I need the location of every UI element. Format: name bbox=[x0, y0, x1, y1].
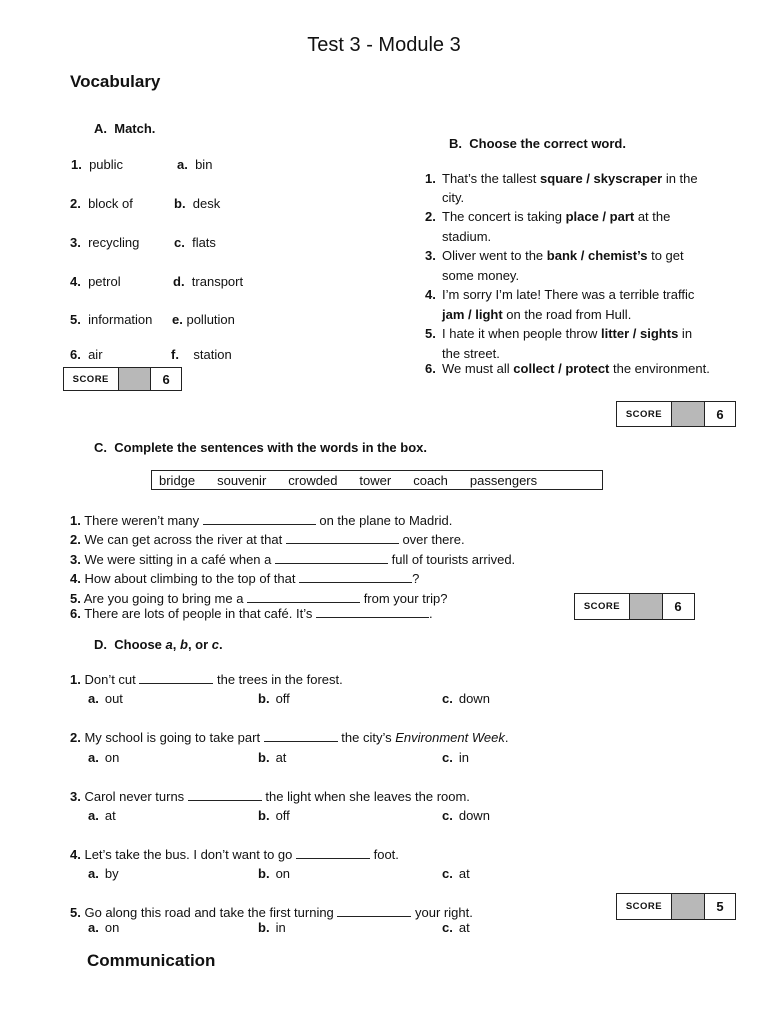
option-b[interactable]: b. on bbox=[258, 866, 291, 881]
section-a-instruction: Match. bbox=[114, 121, 156, 136]
section-a-heading bbox=[94, 121, 155, 136]
word-option[interactable]: chemist’s bbox=[587, 248, 648, 263]
match-right-item: c. flats bbox=[174, 235, 216, 250]
option-c[interactable]: c. in bbox=[442, 750, 469, 765]
answer-blank[interactable] bbox=[139, 672, 213, 684]
sentence-item: 3. We were sitting in a café when a full of tourists arrived. bbox=[70, 552, 516, 567]
question-text: Oliver went to the bank / chemist’s to get bbox=[442, 248, 684, 263]
answer-blank[interactable] bbox=[188, 789, 262, 801]
score-value: 6 bbox=[716, 406, 724, 422]
score-box-b bbox=[616, 401, 736, 427]
option-a[interactable]: a. out bbox=[88, 691, 123, 706]
section-c-label: C. bbox=[94, 440, 107, 455]
match-left-item: 1. public bbox=[71, 157, 124, 172]
section-d-heading: D. Choose a, b, or c. bbox=[94, 637, 223, 652]
word-box-item: bridge bbox=[159, 472, 196, 488]
score-label: SCORE bbox=[617, 402, 672, 426]
match-right-item: a. bin bbox=[177, 157, 213, 172]
sentence-item: 1. There weren’t many on the plane to Madrid. bbox=[70, 513, 453, 528]
word-box-item: crowded bbox=[288, 472, 338, 488]
score-label: SCORE bbox=[64, 368, 119, 390]
option-c[interactable]: c. at bbox=[442, 866, 470, 881]
match-left-item: 3. recycling bbox=[70, 235, 140, 250]
sentence-item: 2. We can get across the river at that over there. bbox=[70, 532, 465, 547]
word-box-item: coach bbox=[413, 472, 448, 488]
answer-blank[interactable] bbox=[286, 532, 399, 544]
match-right-item: d. transport bbox=[173, 274, 244, 289]
option-a[interactable]: a. at bbox=[88, 808, 116, 823]
section-c-heading bbox=[94, 440, 427, 455]
match-right-item: b. desk bbox=[174, 196, 221, 211]
question-text: I hate it when people throw litter / sights in bbox=[442, 326, 693, 341]
section-b-instruction: Choose the correct word. bbox=[469, 136, 626, 151]
word-box-item: tower bbox=[359, 472, 392, 488]
score-label: SCORE bbox=[575, 594, 630, 619]
word-option[interactable]: skyscraper bbox=[593, 171, 663, 186]
question-text-continued: some money. bbox=[442, 268, 520, 283]
answer-blank[interactable] bbox=[316, 606, 429, 618]
score-answer-field[interactable] bbox=[630, 594, 663, 619]
option-c[interactable]: c. down bbox=[442, 691, 490, 706]
option-c[interactable]: c. down bbox=[442, 808, 490, 823]
word-option[interactable]: square bbox=[540, 171, 583, 186]
answer-blank[interactable] bbox=[203, 513, 316, 525]
score-answer-field[interactable] bbox=[672, 402, 705, 426]
match-left-item: 6. air bbox=[70, 347, 103, 362]
option-a[interactable]: a. by bbox=[88, 866, 119, 881]
question-item: 4. Let’s take the bus. I don’t want to go foot. bbox=[70, 847, 399, 862]
score-box-c bbox=[574, 593, 695, 620]
question-number: 6. bbox=[425, 361, 436, 376]
question-text: We must all collect / protect the environment. bbox=[442, 361, 710, 376]
answer-blank[interactable] bbox=[296, 847, 370, 859]
question-number: 5. bbox=[425, 326, 436, 341]
section-b-label: B. bbox=[449, 136, 462, 151]
section-a-label: A. bbox=[94, 121, 107, 136]
section-d-label: D. bbox=[94, 637, 107, 652]
question-number: 3. bbox=[425, 248, 436, 263]
sentence-item: 6. There are lots of people in that café. It’s . bbox=[70, 606, 433, 621]
word-option[interactable]: light bbox=[475, 307, 503, 322]
question-text: I’m sorry I’m late! There was a terrible traffic bbox=[442, 287, 695, 302]
option-a[interactable]: a. on bbox=[88, 920, 120, 935]
score-value: 6 bbox=[674, 599, 682, 614]
question-item: 5. Go along this road and take the first turning your right. bbox=[70, 905, 473, 920]
match-left-item: 4. petrol bbox=[70, 274, 121, 289]
answer-blank[interactable] bbox=[275, 552, 388, 564]
option-b[interactable]: b. off bbox=[258, 691, 290, 706]
score-value: 6 bbox=[162, 371, 170, 387]
sentence-item: 4. How about climbing to the top of that ? bbox=[70, 571, 420, 586]
score-box-d bbox=[616, 893, 736, 920]
score-answer-field[interactable] bbox=[672, 894, 705, 919]
question-number: 4. bbox=[425, 287, 436, 302]
sentence-item: 5. Are you going to bring me a from your trip? bbox=[70, 591, 448, 606]
question-item: 1. Don’t cut the trees in the forest. bbox=[70, 672, 343, 687]
match-left-item: 5. information bbox=[70, 312, 153, 327]
question-number: 2. bbox=[425, 209, 436, 224]
option-b[interactable]: b. in bbox=[258, 920, 286, 935]
option-a[interactable]: a. on bbox=[88, 750, 120, 765]
score-label: SCORE bbox=[617, 894, 672, 919]
question-number: 1. bbox=[425, 171, 436, 186]
answer-blank[interactable] bbox=[247, 591, 360, 603]
word-box-item: passengers bbox=[469, 472, 538, 488]
question-text-continued: city. bbox=[442, 190, 465, 205]
word-option[interactable]: collect bbox=[513, 361, 555, 376]
option-c[interactable]: c. at bbox=[442, 920, 470, 935]
word-box bbox=[151, 470, 603, 490]
section-b-heading bbox=[449, 136, 626, 151]
score-value: 5 bbox=[716, 899, 724, 914]
answer-blank[interactable] bbox=[264, 730, 338, 742]
word-option[interactable]: part bbox=[609, 209, 635, 224]
question-text-continued: stadium. bbox=[442, 229, 492, 244]
word-option[interactable]: protect bbox=[565, 361, 610, 376]
vocabulary-heading: Vocabulary bbox=[70, 72, 161, 91]
word-option[interactable]: jam bbox=[442, 307, 465, 322]
question-text-continued: jam / light on the road from Hull. bbox=[442, 307, 632, 322]
word-option[interactable]: litter bbox=[601, 326, 630, 341]
section-c-instruction: Complete the sentences with the words in the box. bbox=[114, 440, 428, 455]
score-answer-field[interactable] bbox=[119, 368, 152, 390]
communication-heading: Communication bbox=[87, 951, 216, 970]
word-option[interactable]: place bbox=[565, 209, 599, 224]
question-item: 2. My school is going to take part the city’s Environment Week. bbox=[70, 730, 509, 745]
answer-blank[interactable] bbox=[299, 571, 412, 583]
word-box-item: souvenir bbox=[217, 472, 267, 488]
word-option[interactable]: bank bbox=[546, 248, 578, 263]
answer-blank[interactable] bbox=[337, 905, 411, 917]
word-option[interactable]: sights bbox=[640, 326, 679, 341]
question-text-continued: the street. bbox=[442, 346, 500, 361]
question-text: The concert is taking place / part at the bbox=[442, 209, 671, 224]
score-box-a bbox=[63, 367, 182, 391]
match-left-item: 2. block of bbox=[70, 196, 133, 211]
match-right-item: f. station bbox=[171, 347, 232, 362]
page-title: Test 3 - Module 3 bbox=[307, 34, 461, 56]
option-b[interactable]: b. at bbox=[258, 750, 287, 765]
question-text: That’s the tallest square / skyscraper in the bbox=[442, 171, 698, 186]
match-right-item: e. pollution bbox=[172, 312, 235, 327]
question-item: 3. Carol never turns the light when she leaves the room. bbox=[70, 789, 470, 804]
option-b[interactable]: b. off bbox=[258, 808, 290, 823]
